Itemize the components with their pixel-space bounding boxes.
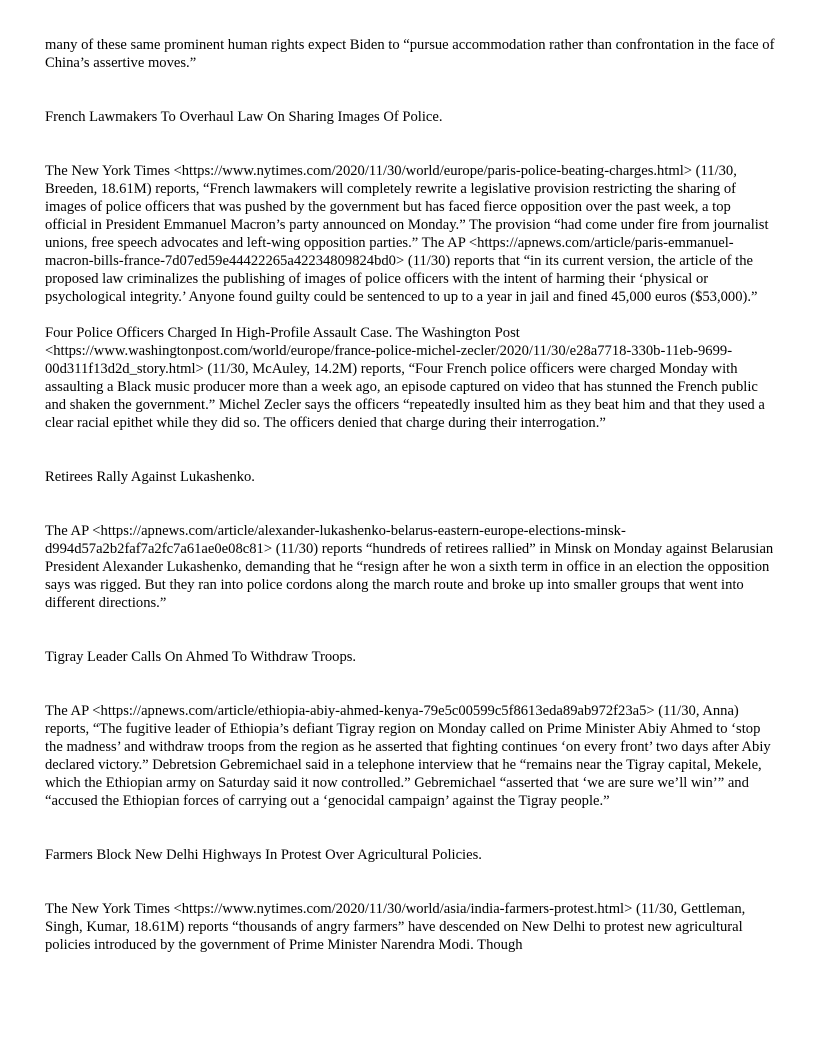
paragraph-police-officers-charged: Four Police Officers Charged In High-Profile Assault Case. The Washington Post <https://www.washingtonpost.com/world/europe/france-police-michel-zecler/2020/11/30/e28a7718-330b-11eb-9699-00d311f13d2d_story.html> (11/30, McAuley, 14.2M) reports, “Four French police officers were charged Monday with assaulting a Black music producer more than a week ago, an episode captured on video that has stunned the French public and shaken the government.” Michel Zecler says the officers “repeatedly insulted him as they beat him and that they used a clear racial epithet while they did so. The officers denied that charge during their interrogation.”: [45, 325, 765, 431]
paragraph-farmers-block: The New York Times <https://www.nytimes.com/2020/11/30/world/asia/india-farmers-protest.html> (11/30, Gettleman, Singh, Kumar, 18.61M) reports “thousands of angry farmers” have descended on New Delhi to protest new agricultural policies introduced by the government of Prime Minister Narendra Modi. Though: [45, 901, 746, 953]
headline-farmers-block: Farmers Block New Delhi Highways In Protest Over Agricultural Policies.: [45, 847, 482, 863]
headline-french-lawmakers: French Lawmakers To Overhaul Law On Sharing Images Of Police.: [45, 109, 443, 125]
paragraph-retirees-rally: The AP <https://apnews.com/article/alexander-lukashenko-belarus-eastern-europe-elections-minsk-d994d57a2b2faf7a2fc7a61ae0e08c81> (11/30) reports “hundreds of retirees rallied” in Minsk on Monday against Belarusian President Alexander Lukashenko, demanding that he “resign after he won a sixth term in office in an election the opposition says was rigged. But they ran into police cordons along the march route and broke up into smaller groups that went into different directions.”: [45, 523, 774, 611]
paragraph-french-lawmakers: The New York Times <https://www.nytimes.com/2020/11/30/world/europe/paris-police-beating-charges.html> (11/30, Breeden, 18.61M) reports, “French lawmakers will completely rewrite a legislative provision restricting the sharing of images of police officers that was pushed by the government but has faced fierce opposition over the past week, a top official in President Emmanuel Macron’s party announced on Monday.” The provision “had come under fire from journalist unions, free speech advocates and left-wing opposition parties.” The AP <https://apnews.com/article/paris-emmanuel-macron-bills-france-7d07ed59e44422265a42234809824bd0> (11/30) reports that “in its current version, the article of the proposed law criminalizes the publishing of images of police officers with the intent of harming their ‘physical or psychological integrity.’ Anyone found guilty could be sentenced to up to a year in jail and fined 45,000 euros ($53,000).”: [45, 163, 769, 305]
document-page: [45, 36, 775, 954]
headline-retirees-rally: Retirees Rally Against Lukashenko.: [45, 469, 255, 485]
headline-tigray-leader: Tigray Leader Calls On Ahmed To Withdraw Troops.: [45, 649, 357, 665]
paragraph-china-continuation: many of these same prominent human rights expect Biden to “pursue accommodation rather than confrontation in the face of China’s assertive moves.”: [45, 37, 775, 71]
paragraph-tigray-leader: The AP <https://apnews.com/article/ethiopia-abiy-ahmed-kenya-79e5c00599c5f8613eda89ab972f23a5> (11/30, Anna) reports, “The fugitive leader of Ethiopia’s defiant Tigray region on Monday called on Prime Minister Abiy Ahmed to ‘stop the madness’ and withdraw troops from the region as he asserted that fighting continues ‘on every front’ two days after Abiy declared victory.” Debretsion Gebremichael said in a telephone interview that he “remains near the Tigray capital, Mekele, which the Ethiopian army on Saturday said it now controlled.” Gebremichael “asserted that ‘we are sure we’ll win’” and “accused the Ethiopian forces of carrying out a ‘genocidal campaign’ against the Tigray people.”: [45, 703, 771, 809]
